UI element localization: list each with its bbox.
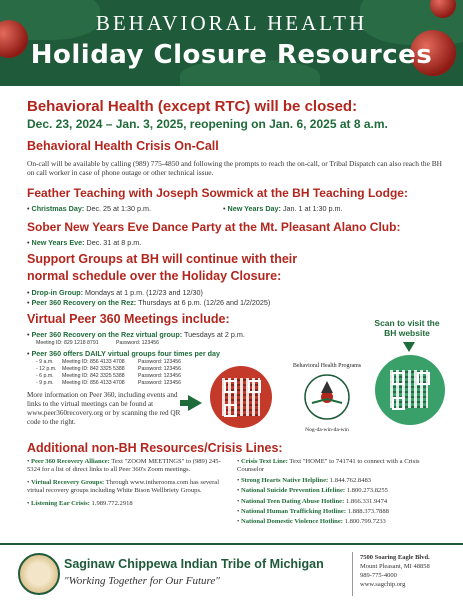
more-info-text: More information on Peer 360, including events and links to the virtual meetings can be found at www.peer360recovery.org or by scanning the red QR code to the right. bbox=[27, 391, 181, 426]
list-item: • National Teen Dating Abuse Hotline: 1.866.331.9474 bbox=[237, 497, 388, 505]
list-item: • Peer 360 Recovery Alliance: Text "ZOOM MEETINGS" to (989) 245-5324 for a list of direct links to all Peer 360's Zoom meetings. bbox=[27, 458, 221, 474]
list-item: • Peer 360 offers DAILY virtual groups four times per day bbox=[27, 349, 221, 358]
table-row: - 9 p.m. Meeting ID: 856 4133 4708 Password: 123456 bbox=[36, 380, 181, 386]
header-title-line1: BEHAVIORAL HEALTH bbox=[95, 11, 368, 35]
table-row: - 6 p.m. Meeting ID: 842 3325 5388 Password: 123456 bbox=[36, 373, 181, 379]
support-heading: Support Groups at BH will continue with their bbox=[27, 252, 298, 266]
list-item: • Drop-in Group: Mondays at 1 p.m. (12/23 and 12/30) bbox=[27, 288, 203, 297]
virtual-section bbox=[27, 311, 317, 427]
bh-programs-logo bbox=[292, 355, 362, 435]
feather-heading: Feather Teaching with Joseph Sowmick at the BH Teaching Lodge: bbox=[27, 186, 408, 200]
crisis-section bbox=[27, 138, 447, 177]
footer-divider bbox=[352, 552, 353, 596]
list-item: • Peer 360 Recovery on the Rez virtual group: Tuesdays at 2 p.m. bbox=[27, 330, 245, 339]
list-item: • Christmas Day: Dec. 25 at 1:30 p.m. bbox=[27, 204, 151, 213]
svg-text:Nog-da-win-da-win: Nog-da-win-da-win bbox=[305, 427, 349, 433]
scan-caption: Scan to visit the BH website bbox=[374, 318, 440, 338]
footer bbox=[0, 543, 463, 602]
support-section bbox=[27, 251, 447, 308]
closure-dates: Dec. 23, 2024 – Jan. 3, 2025, reopening on Jan. 6, 2025 at 8 a.m. bbox=[27, 117, 388, 131]
list-item: • Strong Hearts Native Helpline: 1.844.762.8483 bbox=[237, 476, 372, 484]
right-resources-list bbox=[237, 458, 447, 527]
org-name: Saginaw Chippewa Indian Tribe of Michigan bbox=[64, 557, 324, 571]
crisis-heading: Behavioral Health Crisis On-Call bbox=[27, 139, 219, 153]
list-item: • Virtual Recovery Groups: Through www.intherooms.com has several virtual recovery groups including White Bison Wellbriety Groups. bbox=[27, 478, 220, 495]
arrow-shaft bbox=[180, 400, 190, 406]
list-item: • New Years Day: Jan. 1 at 1:30 p.m. bbox=[223, 204, 343, 213]
org-motto: "Working Together for Our Future" bbox=[64, 575, 220, 587]
table-row: - 9 a.m. Meeting ID: 856 4133 4708 Password: 123456 bbox=[36, 359, 181, 365]
additional-heading: Additional non-BH Resources/Crisis Lines: bbox=[27, 441, 283, 455]
closure-section bbox=[27, 98, 447, 131]
sober-heading: Sober New Years Eve Dance Party at the Mt. Pleasant Alano Club: bbox=[27, 220, 401, 234]
arrow-down-icon bbox=[403, 342, 415, 352]
left-resources-list bbox=[27, 458, 222, 508]
additional-section bbox=[27, 440, 447, 457]
website-link[interactable]: www.sagchip.org bbox=[360, 581, 406, 588]
qr-code-peer360[interactable] bbox=[210, 366, 272, 428]
list-item: • Peer 360 Recovery on the Rez: Thursdays at 6 p.m. (12/26 and 1/2/2025) bbox=[27, 298, 271, 307]
header-banner bbox=[0, 0, 463, 86]
org-address: 7500 Soaring Eagle Blvd. Mount Pleasant, MI 48858 989-775-4000 www.sagchip.org bbox=[360, 554, 430, 588]
header-title-line2: Holiday Closure Resources bbox=[30, 40, 433, 70]
sober-section bbox=[27, 219, 447, 248]
list-item: • Crisis Text Line: Text "HOME" to 741741 to connect with a Crisis Counselor bbox=[237, 458, 420, 474]
feather-section bbox=[27, 185, 447, 214]
rez-meeting-info: Meeting ID: 829 1218 8791 Password: 123456 bbox=[36, 340, 159, 346]
crisis-body: On-call will be available by calling (989) 775-4850 and following the prompts to reach the on-call, or Tribal Dispatch can also reach the BH on call worker in case of phone outage or other technical issue. bbox=[27, 159, 442, 177]
list-item: • National Human Trafficking Hotline: 1.888.373.7888 bbox=[237, 508, 389, 516]
table-row: - 12 p.m. Meeting ID: 842 3325 5388 Password: 123456 bbox=[36, 366, 181, 372]
virtual-heading: Virtual Peer 360 Meetings include: bbox=[27, 312, 230, 326]
arrow-right-icon bbox=[188, 395, 202, 411]
qr-code-bh-website[interactable] bbox=[375, 355, 445, 425]
daily-meetings-table bbox=[27, 359, 317, 387]
support-heading-2: normal schedule over the Holiday Closure: bbox=[27, 269, 282, 283]
list-item: • New Years Eve: Dec. 31 at 8 p.m. bbox=[27, 238, 142, 247]
svg-text:Behavioral Health Programs: Behavioral Health Programs bbox=[292, 363, 362, 369]
closure-heading: Behavioral Health (except RTC) will be closed: bbox=[27, 98, 358, 115]
list-item: • Listening Ear Crisis: 1.989.772.2918 bbox=[27, 499, 133, 507]
list-item: • National Suicide Prevention Lifeline: 1.800.273.8255 bbox=[237, 487, 388, 495]
tribe-seal-icon bbox=[18, 553, 60, 595]
list-item: • National Domestic Violence Hotline: 1.800.799.7233 bbox=[237, 518, 386, 526]
